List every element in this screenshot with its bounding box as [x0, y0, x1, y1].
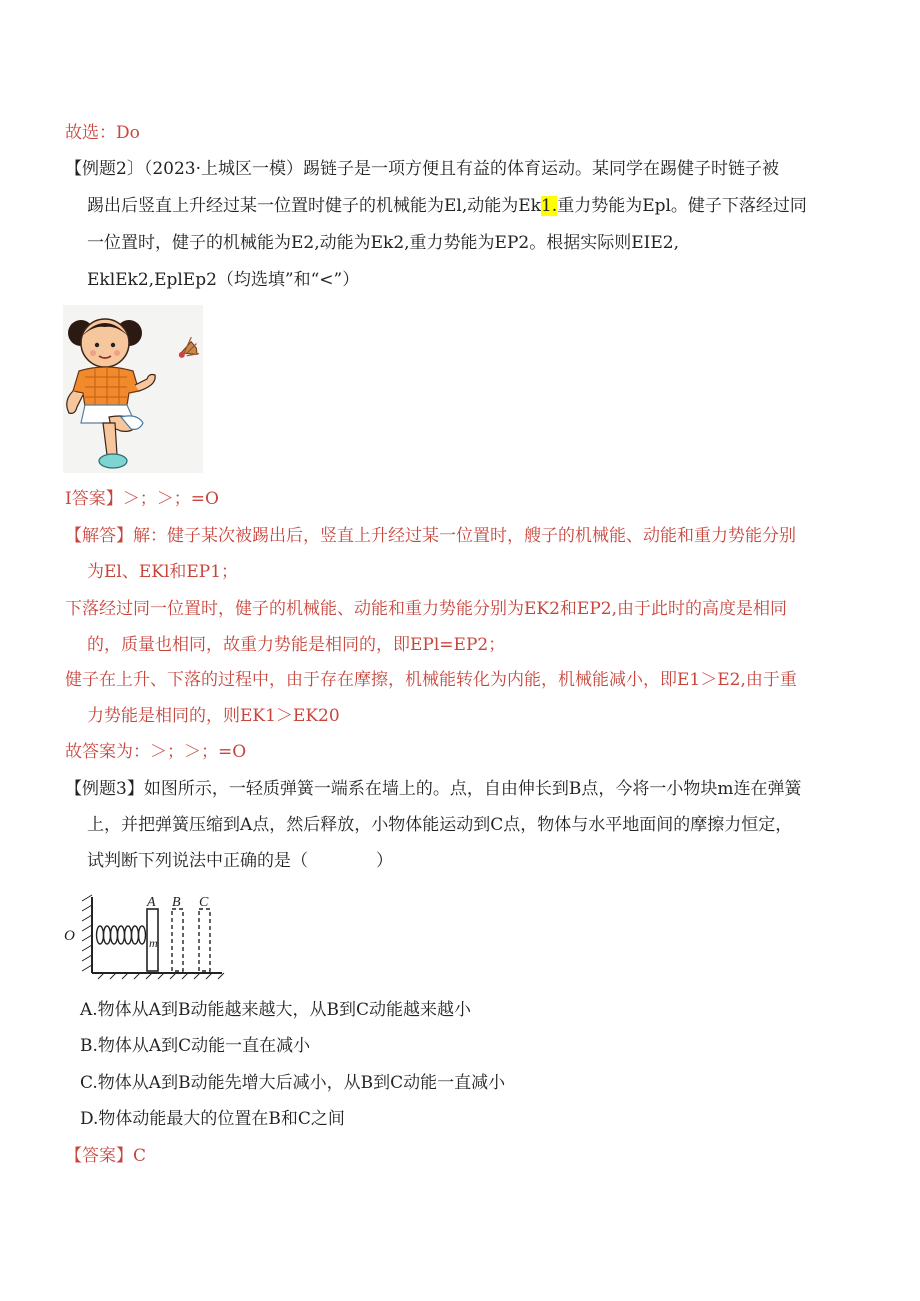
example3-line3: 试判断下列说法中正确的是（ ） — [87, 851, 393, 871]
spring-diagram — [62, 893, 227, 981]
example2-line1 — [65, 157, 779, 181]
example2-text: 踢链子是一项方便且有益的体育运动。某同学在踢健子时链子被 — [303, 159, 779, 179]
highlighted-text: 1. — [540, 196, 558, 216]
example2-line3: 一位置时，健子的机械能为E2,动能为Ek2,重力势能为EP2。根据实际则EIE2, — [87, 233, 679, 253]
label-m: m — [149, 936, 158, 950]
example2-tag: 【例题2〕 — [65, 159, 144, 179]
label-c: C — [199, 895, 209, 910]
example2-line2 — [87, 194, 807, 218]
option-c: C.物体从A到B动能先增大后减小，从B到C动能一直减小 — [80, 1073, 506, 1093]
analysis-line6: 力势能是相同的，则EK1＞EK20 — [87, 706, 340, 726]
label-a: A — [147, 895, 156, 910]
analysis-line1 — [65, 524, 796, 548]
example2-line2-a: 踢出后竖直上升经过某一位置时健子的机械能为El,动能为Ek — [87, 196, 541, 216]
analysis-line1-text: 解：健子某次被踢出后，竖直上升经过某一位置时，艘子的机械能、动能和重力势能分别 — [133, 526, 796, 546]
example3-answer: 【答案】C — [65, 1146, 147, 1166]
option-a: A.物体从A到B动能越来越大，从B到C动能越来越小 — [80, 1000, 471, 1020]
label-o: O — [64, 928, 75, 944]
example3-line1 — [65, 777, 801, 801]
example2-line2-b: 重力势能为Epl。健子下落经过同 — [557, 196, 807, 216]
block-b-dashed — [172, 909, 183, 971]
analysis-line4: 的，质量也相同，故重力势能是相同的，即EPl=EP2； — [87, 635, 506, 655]
example2-source: （2023·上城区一模） — [143, 159, 303, 179]
option-d: D.物体动能最大的位置在B和C之间 — [80, 1109, 345, 1129]
example3-line1-text: 如图所示，一轻质弹簧一端系在墙上的。点，自由伸长到B点，今将一小物块m连在弹簧 — [143, 779, 802, 799]
final-answer: 故答案为：＞；＞；=O — [65, 742, 247, 762]
block-c-dashed — [199, 909, 210, 971]
analysis-line2: 为El、EKl和EP1； — [87, 562, 239, 582]
example3-line2: 上，并把弹簧压缩到A点，然后释放，小物体能运动到C点，物体与水平地面间的摩擦力恒定， — [87, 815, 793, 835]
label-b: B — [172, 895, 181, 910]
previous-answer: 故选：Do — [65, 123, 140, 143]
analysis-tag: 【解答】 — [65, 526, 133, 546]
option-b: B.物体从A到C动能一直在减小 — [80, 1036, 311, 1056]
analysis-line5: 健子在上升、下落的过程中，由于存在摩擦，机械能转化为内能，机械能减小，即E1＞E2,由于重 — [65, 670, 797, 690]
analysis-line3: 下落经过同一位置时，健子的机械能、动能和重力势能分别为EK2和EP2,由于此时的高度是相同 — [65, 599, 787, 619]
spring-icon — [97, 926, 146, 944]
example3-tag: 【例题3】 — [65, 779, 144, 799]
example2-answer: I答案】＞；＞；=O — [65, 489, 219, 509]
example2-line4: EklEk2,EplEp2（均选填”和“<”） — [87, 270, 360, 290]
girl-kicking-shuttlecock-image — [63, 305, 203, 473]
